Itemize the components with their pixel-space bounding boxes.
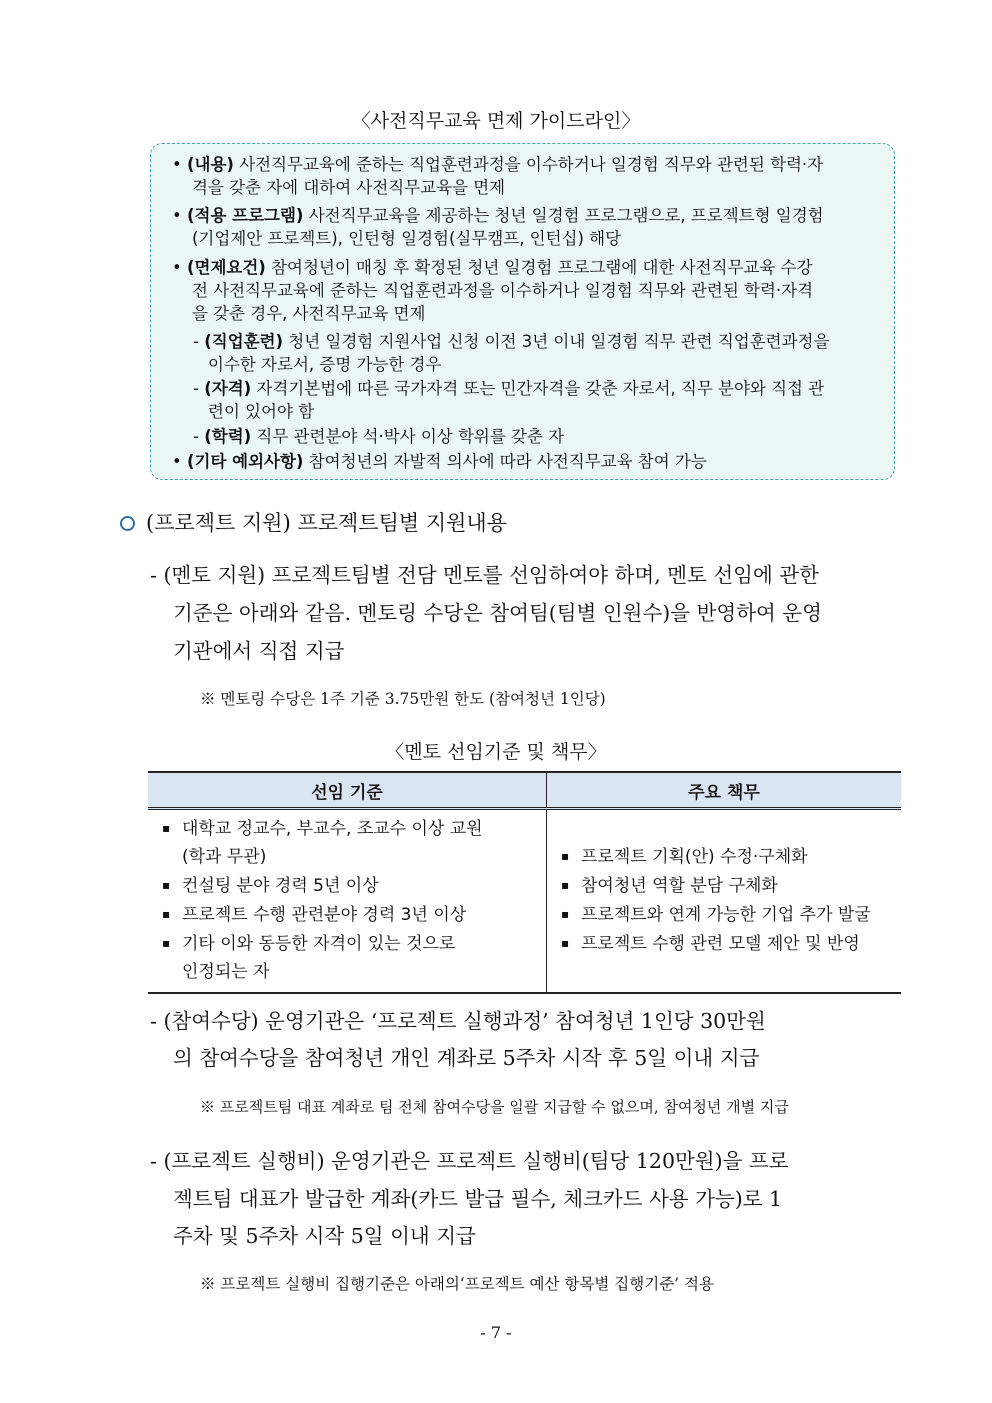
item-text: 청년 일경험 지원사업 신청 이전 3년 이내 일경험 직무 관련 직업훈련과정을: [283, 332, 830, 351]
execution-cost-note: ※ 프로젝트 실행비 집행기준은 아래의‘프로젝트 예산 항목별 집행기준’ 적용: [200, 1275, 714, 1293]
list-item: ▪ 컨설팅 분야 경력 5년 이상: [162, 871, 538, 900]
guideline-subitem-qualification: [193, 378, 824, 400]
item-text: 사전직무교육에 준하는 직업훈련과정을 이수하거나 일경험 직무와 관련된 학력·자: [233, 155, 824, 174]
guideline-item-exceptions: [172, 451, 707, 473]
guideline-item-continuation: (기업제안 프로젝트), 인턴형 일경험(실무캠프, 인턴십) 해당: [192, 229, 622, 248]
item-text: 참여청년이 매칭 후 확정된 청년 일경험 프로그램에 대한 사전직무교육 수강: [265, 258, 813, 277]
square-bullet-icon: ▪: [162, 936, 171, 950]
execution-cost-line-3: 주차 및 5주차 시작 5일 이내 지급: [173, 1224, 476, 1248]
page-number: - 7 -: [480, 1323, 512, 1342]
circle-bullet-icon: [120, 516, 135, 531]
item-label: (기타 예외사항): [186, 452, 304, 471]
mentor-table: [148, 771, 901, 994]
duties-cell: [547, 809, 902, 994]
participation-allowance-line-2: 의 참여수당을 참여청년 개인 계좌로 5주차 시작 후 5일 이내 지급: [173, 1046, 760, 1070]
list-item: ▪ 대학교 정교수, 부교수, 조교수 이상 교원 (학과 무관): [162, 814, 538, 871]
table-header-duties: 주요 책무: [547, 772, 902, 809]
item-text: 참여청년의 자발적 의사에 따라 사전직무교육 참여 가능: [303, 452, 707, 471]
mentor-support-line-2: 기준은 아래와 같음. 멘토링 수당은 참여팀(팀별 인원수)을 반영하여 운영: [173, 601, 822, 625]
bullet: •: [172, 258, 182, 277]
participation-allowance-line-1: - (참여수당) 운영기관은 ‘프로젝트 실행과정’ 참여청년 1인당 30만원: [150, 1009, 766, 1033]
list-item: ▪ 프로젝트와 연계 가능한 기업 추가 발굴: [561, 900, 893, 929]
guideline-item-content: [172, 154, 823, 176]
table-header-criteria: 선임 기준: [148, 772, 547, 809]
square-bullet-icon: ▪: [162, 907, 171, 921]
mentor-support-line-3: 기관에서 직접 지급: [173, 639, 345, 663]
item-label: (자격): [204, 379, 252, 398]
item-text: 사전직무교육을 제공하는 청년 일경험 프로그램으로, 프로젝트형 일경험: [303, 206, 824, 225]
guideline-subitem-continuation: 이수한 자로서, 증명 가능한 경우: [208, 355, 442, 374]
item-label: (면제요건): [186, 258, 266, 277]
mentor-support-line-1: - (멘토 지원) 프로젝트팀별 전담 멘토를 선임하여야 하며, 멘토 선임에 관한: [150, 563, 819, 587]
square-bullet-icon: ▪: [561, 878, 570, 892]
list-item: ▪ 프로젝트 기획(안) 수정·구체화: [561, 842, 893, 871]
guideline-subitem-training: [193, 331, 829, 353]
square-bullet-icon: ▪: [561, 936, 570, 950]
list-item: ▪ 프로젝트 수행 관련 모델 제안 및 반영: [561, 929, 893, 958]
item-text: 자격기본법에 따른 국가자격 또는 민간자격을 갖춘 자로서, 직무 분야와 직접 관: [251, 379, 825, 398]
criteria-cell: [148, 809, 547, 994]
guideline-item-continuation: 격을 갖춘 자에 대하여 사전직무교육을 면제: [192, 178, 506, 197]
item-label: (직업훈련): [204, 332, 284, 351]
square-bullet-icon: ▪: [561, 849, 570, 863]
mentor-table-title: 〈멘토 선임기준 및 책무〉: [385, 741, 607, 763]
item-label: (내용): [186, 155, 234, 174]
bullet: •: [172, 452, 182, 471]
item-label: (학력): [204, 427, 252, 446]
square-bullet-icon: ▪: [561, 907, 570, 921]
dash: -: [193, 379, 199, 398]
section-heading: (프로젝트 지원) 프로젝트팀별 지원내용: [146, 511, 507, 535]
square-bullet-icon: ▪: [162, 821, 171, 835]
item-label: (적용 프로그램): [186, 206, 304, 225]
execution-cost-line-1: - (프로젝트 실행비) 운영기관은 프로젝트 실행비(팀당 120만원)을 프로: [150, 1149, 789, 1173]
mentor-allowance-note: ※ 멘토링 수당은 1주 기준 3.75만원 한도 (참여청년 1인당): [200, 690, 606, 708]
guideline-item-requirements: [172, 257, 812, 279]
bullet: •: [172, 206, 182, 225]
list-item: ▪ 프로젝트 수행 관련분야 경력 3년 이상: [162, 900, 538, 929]
item-text: 직무 관련분야 석·박사 이상 학위를 갖춘 자: [251, 427, 565, 446]
list-item: ▪ 참여청년 역할 분담 구체화: [561, 871, 893, 900]
square-bullet-icon: ▪: [162, 878, 171, 892]
guideline-subitem-continuation: 련이 있어야 함: [208, 402, 315, 421]
guideline-item-continuation: 전 사전직무교육에 준하는 직업훈련과정을 이수하거나 일경험 직무와 관련된 학력·자격: [192, 281, 814, 300]
guideline-subitem-education: [193, 426, 564, 448]
dash: -: [193, 332, 199, 351]
guideline-title: 〈사전직무교육 면제 가이드라인〉: [351, 110, 641, 132]
guideline-item-continuation: 을 갖춘 경우, 사전직무교육 면제: [192, 304, 426, 323]
execution-cost-line-2: 젝트팀 대표가 발급한 계좌(카드 발급 필수, 체크카드 사용 가능)로 1: [173, 1187, 783, 1211]
bullet: •: [172, 155, 182, 174]
participation-allowance-note: ※ 프로젝트팀 대표 계좌로 팀 전체 참여수당을 일괄 지급할 수 없으며, 참여청년 개별 지급: [200, 1098, 789, 1116]
guideline-item-program: [172, 205, 824, 227]
dash: -: [193, 427, 199, 446]
list-item: ▪ 기타 이와 동등한 자격이 있는 것으로 인정되는 자: [162, 929, 538, 986]
